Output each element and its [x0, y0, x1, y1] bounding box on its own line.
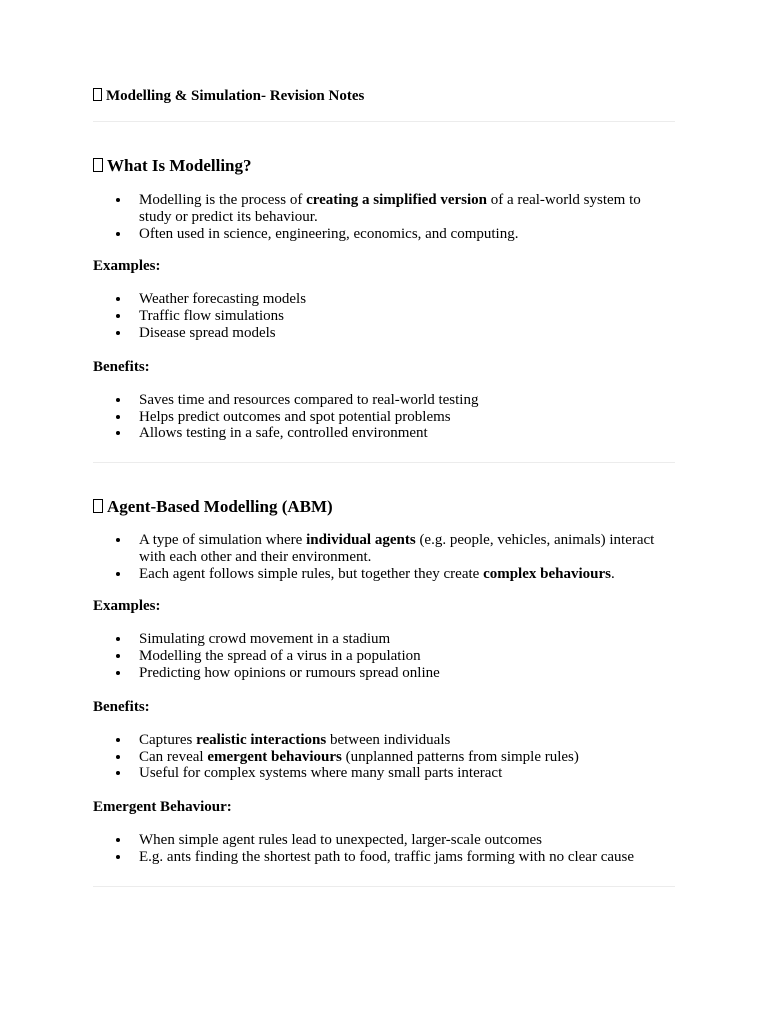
bold-text-run: complex behaviours — [483, 565, 611, 582]
list-item: Modelling the spread of a virus in a population — [93, 648, 675, 665]
text-run: Modelling is the process of — [139, 192, 307, 208]
missing-glyph-icon — [93, 499, 103, 513]
section-heading — [93, 496, 675, 518]
list-item: When simple agent rules lead to unexpected, larger-scale outcomes — [93, 832, 675, 849]
text-run: of a real-world system to study or predict its behaviour. — [139, 192, 641, 225]
benefits-label: Benefits: — [93, 698, 150, 715]
section-what-is-modelling — [93, 155, 675, 442]
missing-glyph-icon — [93, 88, 102, 101]
text-run: (unplanned patterns from simple rules) — [341, 748, 579, 765]
text-run: Can reveal — [139, 748, 208, 765]
text-run: between individuals — [326, 731, 451, 748]
section-heading-text: What Is Modelling? — [107, 156, 252, 175]
text-run: . — [610, 565, 615, 582]
list-item: E.g. ants finding the shortest path to food, traffic jams forming with no clear cause — [93, 849, 675, 866]
list-item — [93, 566, 675, 583]
list-item — [93, 192, 663, 226]
list-item — [93, 765, 675, 782]
missing-glyph-icon — [93, 158, 103, 172]
text-run: Useful for complex systems where many small parts interact — [139, 765, 503, 782]
bold-text-run: emergent behaviours — [207, 748, 342, 765]
list-item — [93, 226, 663, 243]
list-item: Disease spread models — [93, 325, 675, 342]
examples-label: Examples: — [93, 258, 161, 275]
list-item: Helps predict outcomes and spot potential problems — [93, 409, 675, 426]
bold-text-run: creating a simplified version — [306, 192, 488, 208]
list-item: Allows testing in a safe, controlled environment — [93, 425, 675, 442]
intro-list — [93, 192, 663, 242]
benefits-list — [93, 732, 675, 782]
benefits-list — [93, 392, 675, 442]
document-title-text: Modelling & Simulation- Revision Notes — [106, 88, 365, 104]
text-run: (e.g. people, vehicles, animals) interact with each other and their environment. — [139, 532, 655, 565]
bold-text-run: realistic interactions — [196, 731, 327, 748]
list-item — [93, 749, 675, 766]
bold-text-run: individual agents — [306, 532, 416, 548]
section-agent-based-modelling — [93, 496, 675, 866]
list-item: Traffic flow simulations — [93, 308, 675, 325]
benefits-label: Benefits: — [93, 358, 150, 375]
list-item — [93, 732, 675, 749]
list-item: Weather forecasting models — [93, 291, 675, 308]
divider — [93, 121, 675, 122]
intro-list — [93, 532, 675, 582]
emergent-behaviour-label: Emergent Behaviour: — [93, 799, 232, 816]
section-heading-text: Agent-Based Modelling (ABM) — [107, 497, 333, 516]
list-item — [93, 532, 675, 566]
divider — [93, 462, 675, 463]
examples-list — [93, 631, 675, 681]
examples-list — [93, 291, 675, 341]
text-run: A type of simulation where — [139, 532, 307, 548]
document-title — [93, 86, 364, 106]
divider — [93, 886, 675, 887]
text-run: Often used in science, engineering, economics, and computing. — [139, 225, 519, 242]
text-run: Captures — [139, 731, 197, 748]
list-item: Saves time and resources compared to real-world testing — [93, 392, 675, 409]
examples-label: Examples: — [93, 598, 161, 615]
list-item: Predicting how opinions or rumours spread online — [93, 665, 675, 682]
section-heading — [93, 155, 675, 177]
list-item: Simulating crowd movement in a stadium — [93, 631, 675, 648]
emergent-list — [93, 832, 675, 866]
text-run: Each agent follows simple rules, but together they create — [139, 565, 484, 582]
